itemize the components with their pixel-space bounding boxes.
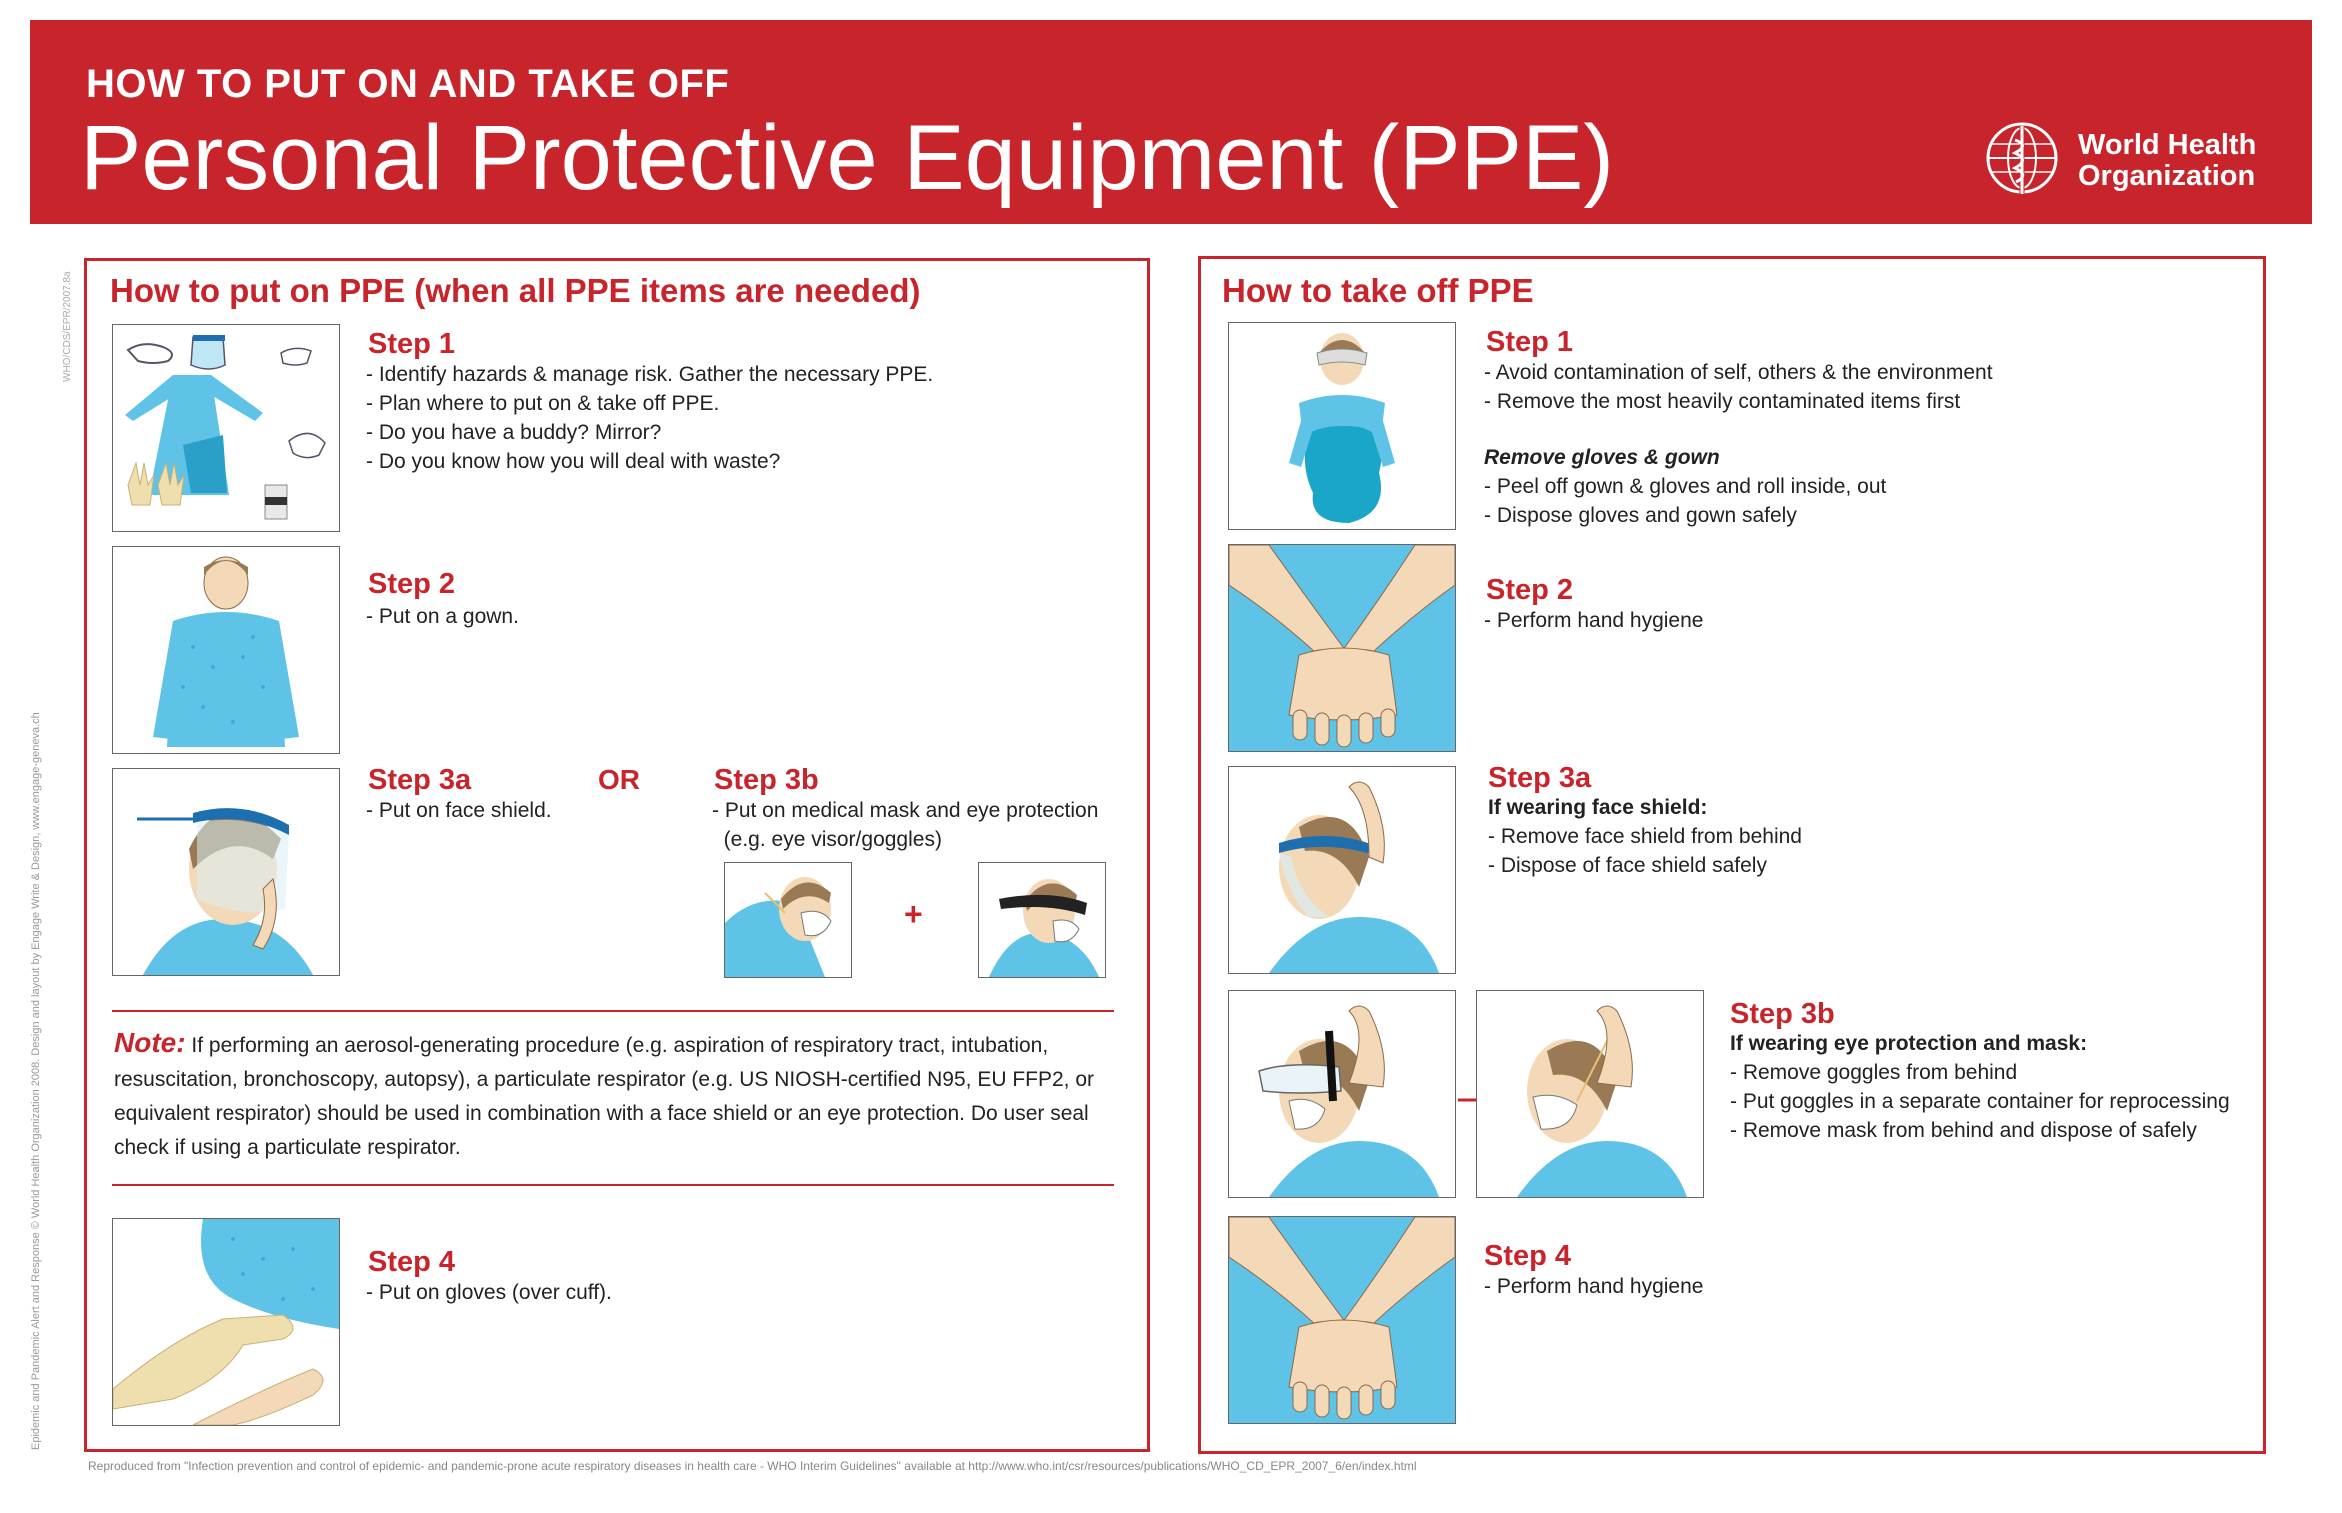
- poster-subtitle: HOW TO PUT ON AND TAKE OFF: [86, 62, 730, 106]
- take-off-step1-subline: - Dispose gloves and gown safely: [1484, 504, 1797, 527]
- remove-face-shield-illustration: [1228, 766, 1456, 974]
- doc-code: WHO/CDS/EPR/2007.8a: [62, 271, 73, 382]
- face-shield-illustration: [112, 768, 340, 976]
- gloves-illustration: [112, 1218, 340, 1426]
- hand-hygiene-illustration: [1228, 544, 1456, 752]
- take-off-step3a-line: - Remove face shield from behind: [1488, 825, 1802, 848]
- take-off-step2-label: Step 2: [1486, 574, 1574, 606]
- put-on-step3a-label: Step 3a: [368, 764, 472, 796]
- who-wordmark: [2078, 130, 2256, 192]
- goggles-illustration: [978, 862, 1106, 978]
- take-off-step3a-subheading: If wearing face shield:: [1488, 796, 1708, 819]
- put-on-step3a-text: [366, 796, 552, 825]
- who-emblem-icon: [1982, 118, 2062, 198]
- take-off-step4-line: - Perform hand hygiene: [1484, 1275, 1704, 1298]
- put-on-step1-text: [366, 360, 933, 476]
- note-label: Note:: [114, 1027, 186, 1058]
- put-on-step1-line: - Identify hazards & manage risk. Gather the necessary PPE.: [366, 363, 934, 386]
- remove-goggles-illustration: [1228, 990, 1456, 1198]
- take-off-step3a-text: [1488, 822, 1802, 880]
- put-on-step2-line: - Put on a gown.: [366, 605, 519, 628]
- put-on-step3a-line: - Put on face shield.: [366, 799, 552, 822]
- take-off-step3b-line: - Remove goggles from behind: [1730, 1061, 2018, 1084]
- note-block: [114, 1026, 1114, 1165]
- take-off-step4-text: [1484, 1272, 1703, 1301]
- gown-illustration: [112, 546, 340, 754]
- take-off-step3b-line: - Remove mask from behind and dispose of safely: [1730, 1119, 2197, 1142]
- take-off-step1-subheading: Remove gloves & gown: [1484, 446, 1720, 469]
- hand-hygiene-final-illustration: [1228, 1216, 1456, 1424]
- note-rule-bottom: [112, 1184, 1114, 1186]
- put-on-title: How to put on PPE (when all PPE items are needed): [110, 272, 921, 309]
- take-off-step1-line: - Remove the most heavily contaminated items first: [1484, 390, 1961, 413]
- or-label: OR: [598, 764, 640, 795]
- take-off-title: How to take off PPE: [1222, 272, 1534, 309]
- poster-title: Personal Protective Equipment (PPE): [80, 107, 1615, 209]
- take-off-step3a-label: Step 3a: [1488, 762, 1592, 794]
- put-on-step3b-text: [712, 796, 1098, 854]
- put-on-step2-text: [366, 602, 519, 631]
- take-off-step1-subline: - Peel off gown & gloves and roll inside, out: [1484, 475, 1887, 498]
- put-on-step1-line: - Do you have a buddy? Mirror?: [366, 421, 662, 444]
- put-on-step2-label: Step 2: [368, 568, 456, 600]
- remove-gown-illustration: [1228, 322, 1456, 530]
- take-off-step3a-line: - Dispose of face shield safely: [1488, 854, 1767, 877]
- note-text: If performing an aerosol-generating procedure (e.g. aspiration of respiratory tract, intubation, resuscitation, bronchoscopy, autopsy), a particulate respirator (e.g. US NIOSH-certified N95, EU FFP2, or equivalent respirator) should be used in combination with a face shield or an eye protection. Do user seal check if using a particulate respirator.: [114, 1034, 1095, 1159]
- take-off-step1-label: Step 1: [1486, 326, 1574, 358]
- take-off-step1-text: [1484, 358, 1993, 416]
- put-on-step3b-label: Step 3b: [714, 764, 819, 796]
- take-off-step1-line: - Avoid contamination of self, others & the environment: [1484, 361, 1993, 384]
- plus-sign: +: [904, 896, 923, 932]
- take-off-step4-label: Step 4: [1484, 1240, 1572, 1272]
- source-footer: Reproduced from "Infection prevention and control of epidemic- and pandemic-prone acute respiratory diseases in health care - WHO Interim Guidelines" available at http://www.who.int/csr/resources/publications/WHO_CD_EPR_2007_6/en/index.html: [88, 1459, 1417, 1473]
- take-off-step3b-subheading: If wearing eye protection and mask:: [1730, 1032, 2088, 1055]
- take-off-step2-text: [1484, 606, 1703, 635]
- put-on-step4-text: [366, 1278, 612, 1307]
- put-on-step1-line: - Plan where to put on & take off PPE.: [366, 392, 720, 415]
- ppe-items-illustration: [112, 324, 340, 532]
- put-on-step1-label: Step 1: [368, 328, 456, 360]
- put-on-step4-line: - Put on gloves (over cuff).: [366, 1281, 612, 1304]
- take-off-step3b-text: [1730, 1058, 2230, 1145]
- note-rule-top: [112, 1010, 1114, 1012]
- remove-mask-illustration: [1476, 990, 1704, 1198]
- side-credit: Epidemic and Pandemic Alert and Response © World Health Organization 2008. Design and layout by Engage Write & Design, www.engage-geneva.ch: [30, 712, 42, 1450]
- put-on-step3b-line: (e.g. eye visor/goggles): [712, 828, 942, 851]
- put-on-step4-label: Step 4: [368, 1246, 456, 1278]
- medical-mask-illustration: [724, 862, 852, 978]
- who-line-1: World Health: [2078, 129, 2257, 161]
- put-on-step1-line: - Do you know how you will deal with waste?: [366, 450, 781, 473]
- take-off-step3b-label: Step 3b: [1730, 998, 1835, 1030]
- take-off-step3b-line: - Put goggles in a separate container for reprocessing: [1730, 1090, 2230, 1113]
- take-off-step2-line: - Perform hand hygiene: [1484, 609, 1704, 632]
- put-on-step3b-line: - Put on medical mask and eye protection: [712, 799, 1099, 822]
- who-line-2: Organization: [2078, 160, 2256, 192]
- take-off-step1-subtext: [1484, 472, 1886, 530]
